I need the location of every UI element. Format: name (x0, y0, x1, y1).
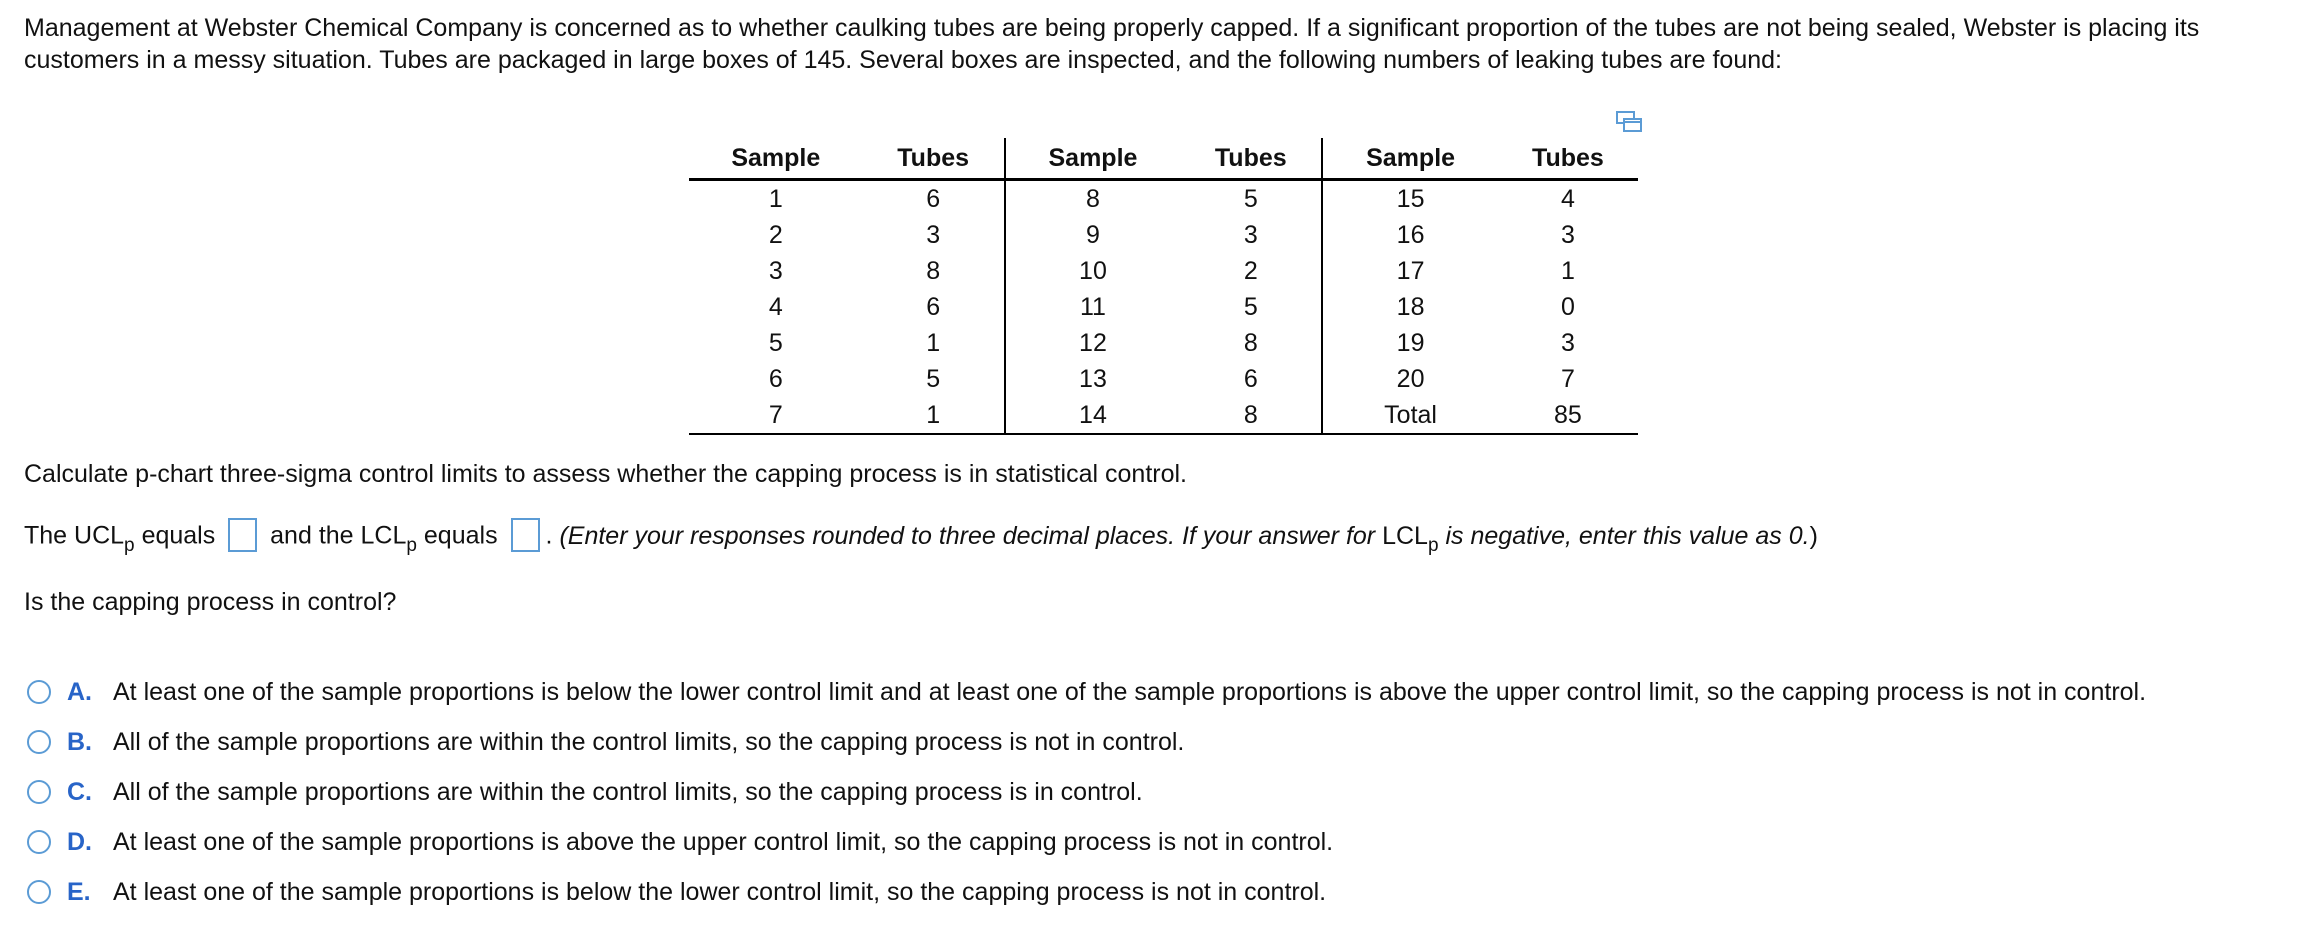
ucl-label: The UCL (24, 521, 125, 550)
lcl-label: and the LCL (270, 521, 407, 550)
table-cell: 19 (1322, 325, 1498, 361)
table-cell: 20 (1322, 361, 1498, 397)
table-cell: 5 (1243, 292, 1258, 321)
table-header-cell: Tubes (863, 138, 1005, 180)
choice-d[interactable] (24, 817, 2146, 867)
table-row (689, 289, 1638, 325)
table-cell: 3 (926, 220, 941, 249)
table-cell: 6 (926, 292, 941, 321)
table-cell: 2 (1243, 256, 1258, 285)
choice-text: All of the sample proportions are within the control limits, so the capping process is in control. (113, 777, 1143, 806)
table-cell: 3 (1243, 220, 1258, 249)
ucl-answer-input[interactable] (228, 518, 257, 552)
table-header-row (689, 138, 1638, 180)
choice-b[interactable] (24, 717, 2146, 767)
table-cell: 3 (1560, 220, 1575, 249)
table-row (689, 180, 1638, 218)
table-cell: 4 (768, 292, 783, 321)
table-cell: 8 (1243, 328, 1258, 357)
table-header-cell: Sample (1005, 138, 1181, 180)
table-cell: 10 (1005, 253, 1181, 289)
table-header-cell: Tubes (1498, 138, 1638, 180)
radio-button[interactable] (27, 730, 51, 754)
table-cell: 13 (1005, 361, 1181, 397)
choice-e[interactable] (24, 867, 2146, 917)
rounding-note (559, 521, 1818, 556)
table-cell: 1 (926, 328, 941, 357)
table-cell: 14 (1005, 397, 1181, 434)
choice-text: All of the sample proportions are within the control limits, so the capping process is not in control. (113, 727, 1185, 756)
table-cell: 15 (1322, 180, 1498, 218)
choice-letter: C. (67, 777, 92, 806)
table-cell: 7 (1560, 364, 1575, 393)
choice-text: At least one of the sample proportions is below the lower control limit, so the capping process is not in control. (113, 877, 1327, 906)
table-cell: 9 (1005, 217, 1181, 253)
table-row (689, 325, 1638, 361)
choice-letter: D. (67, 827, 92, 856)
choice-c[interactable] (24, 767, 2146, 817)
choice-letter: E. (67, 877, 91, 906)
choice-a[interactable] (24, 667, 2146, 717)
radio-button[interactable] (27, 680, 51, 704)
table-cell: 5 (768, 328, 783, 357)
radio-button[interactable] (27, 780, 51, 804)
radio-button[interactable] (27, 830, 51, 854)
note-lcl: LCL (1382, 521, 1428, 550)
table-cell: 11 (1005, 289, 1181, 325)
table-header-cell: Sample (689, 138, 863, 180)
table-cell: 1 (1560, 256, 1575, 285)
control-question: Is the capping process in control? (24, 588, 397, 616)
choice-text: At least one of the sample proportions is above the upper control limit, so the capping process is not in control. (113, 827, 1334, 856)
table-cell: 16 (1322, 217, 1498, 253)
table-row (689, 361, 1638, 397)
problem-statement: Management at Webster Chemical Company is concerned as to whether caulking tubes are being properly capped. If a significant proportion of the tubes are not being sealed, Webster is placing its customers in a messy situation. Tubes are packaged in large boxes of 145. Several boxes are inspected, and the following numbers of leaking tubes are found: (24, 14, 2200, 74)
table-cell: 85 (1498, 397, 1638, 434)
note-suffix: is negative, enter this value as 0. (1438, 521, 1810, 550)
table-cell: 3 (768, 256, 783, 285)
note-lcl-subscript: p (1427, 534, 1439, 556)
table-cell: 12 (1005, 325, 1181, 361)
choice-text: At least one of the sample proportions is below the lower control limit and at least one of the sample proportions is above the upper control limit, so the capping process is not in control. (113, 677, 2147, 706)
table-row (689, 217, 1638, 253)
instruction-text: Calculate p-chart three-sigma control limits to assess whether the capping process is in statistical control. (24, 460, 1188, 488)
control-limits-answer-line (24, 520, 1818, 554)
lcl-answer-input[interactable] (511, 518, 540, 552)
table-cell: 5 (926, 364, 941, 393)
table-cell: 2 (768, 220, 783, 249)
table-row (689, 397, 1638, 434)
table-cell: 6 (1243, 364, 1258, 393)
table-cell: 6 (768, 364, 783, 393)
period-text: . (545, 521, 553, 550)
table-cell: 8 (1180, 397, 1322, 434)
table-cell: 0 (1560, 292, 1575, 321)
choice-letter: B. (67, 727, 92, 756)
table-cell: 5 (1243, 184, 1258, 213)
note-prefix: (Enter your responses rounded to three decimal places. If your answer for (559, 521, 1383, 550)
table-cell: 18 (1322, 289, 1498, 325)
copy-table-icon[interactable] (1615, 109, 1643, 135)
table-cell: 1 (768, 184, 783, 213)
table-row (689, 253, 1638, 289)
lcl-subscript: p (406, 534, 417, 556)
table-cell: 8 (1005, 180, 1181, 218)
table-header-cell: Tubes (1180, 138, 1322, 180)
leaking-tubes-table (689, 138, 1638, 435)
table-cell: Total (1322, 397, 1498, 434)
equals-text: equals (416, 521, 498, 550)
table-cell: 3 (1560, 328, 1575, 357)
ucl-subscript: p (124, 534, 135, 556)
note-close-paren: ) (1809, 521, 1818, 550)
choice-letter: A. (67, 677, 92, 706)
table-cell: 8 (926, 256, 941, 285)
table-cell: 4 (1560, 184, 1575, 213)
equals-text: equals (134, 521, 216, 550)
table-cell: 1 (863, 397, 1005, 434)
table-cell: 6 (926, 184, 941, 213)
table-cell: 17 (1322, 253, 1498, 289)
radio-button[interactable] (27, 880, 51, 904)
table-cell: 7 (689, 397, 863, 434)
table-header-cell: Sample (1322, 138, 1498, 180)
answer-choices (24, 667, 2146, 917)
